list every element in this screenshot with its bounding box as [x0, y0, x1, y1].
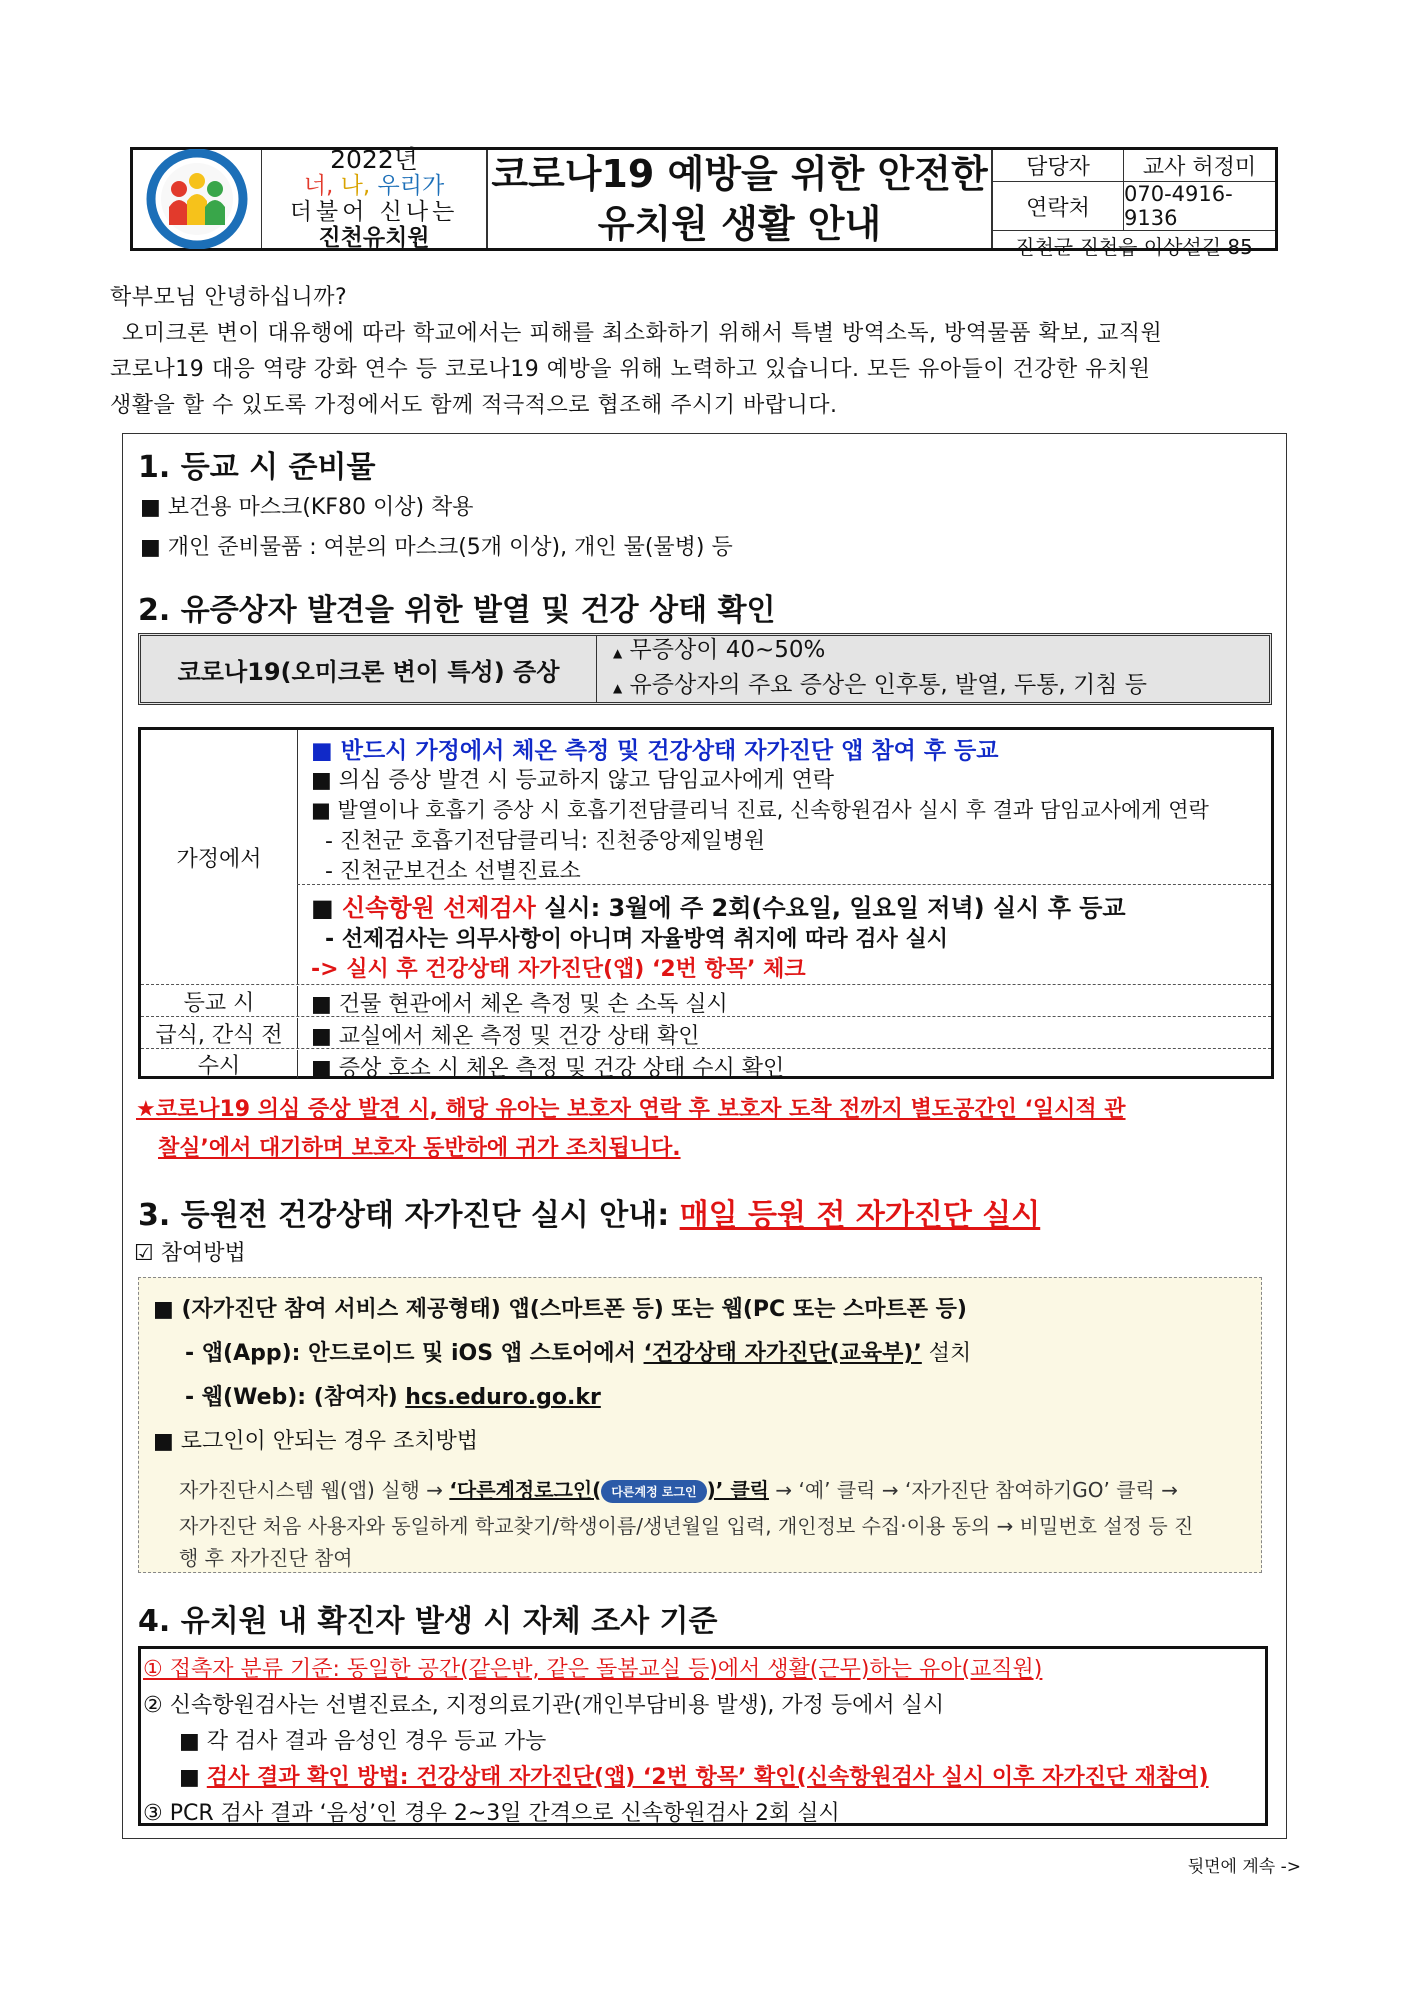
home-label: 가정에서 [141, 730, 298, 984]
guide-line-4-text: 로그인이 안되는 경우 조치방법 [180, 1429, 479, 1454]
row-text-anytime-value: 증상 호소 시 체온 측정 및 건강 상태 수시 확인 [338, 1056, 785, 1081]
home-item-c-text: 발열이나 호흡기 증상 시 호흡기전담클리닉 진료, 신속항원검사 실시 후 결과 담임교사에게 연락 [337, 798, 1209, 822]
guide-line-1: ■ (자가진단 참여 서비스 제공형태) 앱(스마트폰 등) 또는 웹(PC 또는 스마트폰 등) [153, 1297, 967, 1322]
guide-line-2a: - 앱(App): 안드로이드 및 iOS 앱 스토어에서 [185, 1341, 644, 1366]
section1-item-1: ■ 보건용 마스크(KF80 이상) 착용 [140, 495, 474, 520]
section4-heading: 4. 유치원 내 확진자 발생 시 자체 조사 기준 [138, 1604, 718, 1639]
contact-table [993, 150, 1275, 259]
criteria-2: ② 신속항원검사는 선별진료소, 지정의료기관(개인부담비용 발생), 가정 등에서 실시 [143, 1693, 945, 1718]
symptom-item-1-text: 무증상이 40∼50% [629, 637, 826, 663]
checkbox-icon: ☑ [134, 1241, 154, 1266]
home-item-e: - 진천군보건소 선별진료소 [325, 859, 581, 884]
school-logo [133, 150, 262, 248]
home-item-f-rest: 실시: 3월에 주 2회(수요일, 일요일 저녁) 실시 후 등교 [535, 894, 1126, 922]
home-item-d: - 진천군 호흡기전담클리닉: 진천중앙제일병원 [325, 829, 766, 854]
symptom-label: 코로나19(오미크론 변이 특성) 증상 [141, 636, 597, 702]
guide-line-6: 자가진단 처음 사용자와 동일하게 학교찾기/학생이름/생년월일 입력, 개인정보 수집·이용 동의 → 비밀번호 설정 등 진 [179, 1514, 1194, 1538]
row-label-anytime: 수시 [141, 1050, 298, 1078]
phone-label: 연락처 [993, 182, 1124, 230]
health-check-table [138, 727, 1274, 1079]
section3-heading [138, 1190, 1040, 1234]
notice-line2 [158, 1131, 681, 1162]
year-label: 2022년 [330, 145, 418, 174]
continued-note: 뒷면에 계속 -> [1187, 1857, 1301, 1877]
method-label-text: 참여방법 [160, 1241, 246, 1266]
contact-row-phone [993, 182, 1275, 231]
home-item-f-red: 신속항원 선제검사 [342, 894, 536, 922]
home-item-a-text: 반드시 가정에서 체온 측정 및 건강상태 자가진단 앱 참여 후 등교 [340, 738, 999, 764]
row-label-arrival: 등교 시 [141, 986, 298, 1016]
row-divider-1 [141, 984, 1271, 985]
section1-item-2: ■ 개인 준비물품 : 여분의 마스크(5개 이상), 개인 물(물병) 등 [140, 535, 733, 560]
slogan-line1 [304, 173, 444, 199]
guide-line-5b: ‘다른계정로그인( [449, 1478, 602, 1502]
guide-line-3a: - 웹(Web): (참여자) [185, 1385, 406, 1410]
guide-line-5d: → ‘예’ 클릭 → ‘자가진단 참여하기GO’ 클릭 → [768, 1478, 1178, 1502]
slogan-line2: 더불어 신나는 [289, 199, 459, 225]
notice-line2-text: 찰실’에서 대기하며 보호자 동반하에 귀가 조치됩니다. [158, 1136, 681, 1161]
home-item-b: ■ 의심 증상 발견 시 등교하지 않고 담임교사에게 연락 [311, 768, 835, 793]
home-item-a: ■ 반드시 가정에서 체온 측정 및 건강상태 자가진단 앱 참여 후 등교 [311, 738, 999, 764]
school-name: 진천유치원 [318, 225, 430, 251]
home-item-h: -> 실시 후 건강상태 자가진단(앱) ‘2번 항목’ 체크 [311, 957, 806, 982]
intro-greeting: 학부모님 안녕하십니까? [110, 285, 348, 310]
symptom-item-1: ▲ 무증상이 40∼50% [613, 637, 826, 663]
school-slogan-cell [262, 145, 488, 251]
home-item-f: ■ 신속항원 선제검사 실시: 3월에 주 2회(수요일, 일요일 저녁) 실시 후 등교 [311, 894, 1126, 922]
row-divider-3 [141, 1048, 1271, 1049]
section3-heading-text: 3. 등원전 건강상태 자가진단 실시 안내: [138, 1198, 670, 1233]
guide-line-5 [179, 1474, 1178, 1503]
notice-line1-text: ★코로나19 의심 증상 발견 시, 해당 유아는 보호자 연락 후 보호자 도착 전까지 별도공간인 ‘일시적 관 [136, 1097, 1126, 1122]
intro-paragraph-1: 오미크론 변이 대유행에 따라 학교에서는 피해를 최소화하기 위해서 특별 방역소독, 방역물품 확보, 교직원 [122, 321, 1163, 346]
section1-item-1-text: 보건용 마스크(KF80 이상) 착용 [167, 495, 474, 520]
guide-line-1-text: (자가진단 참여 서비스 제공형태) 앱(스마트폰 등) 또는 웹(PC 또는 스마트폰 등) [181, 1297, 967, 1322]
manager-value: 교사 허정미 [1142, 155, 1257, 180]
self-check-url-link[interactable]: hcs.eduro.go.kr [405, 1385, 601, 1410]
notice-line1 [136, 1092, 1126, 1123]
section1-item-2-text: 개인 준비물품 : 여분의 마스크(5개 이상), 개인 물(물병) 등 [167, 535, 733, 560]
header-table [130, 145, 1278, 259]
row-label-meal: 급식, 간식 전 [141, 1018, 298, 1048]
criteria-4: ■ 검사 결과 확인 방법: 건강상태 자가진단(앱) ‘2번 항목’ 확인(신속항원검사 실시 이후 자가진단 재참여) [179, 1765, 1209, 1790]
kindergarten-logo-icon [141, 149, 253, 249]
method-label [134, 1236, 246, 1267]
document-title [488, 150, 993, 248]
criteria-3-text: 각 검사 결과 음성인 경우 등교 가능 [206, 1729, 547, 1754]
home-item-c: ■ 발열이나 호흡기 증상 시 호흡기전담클리닉 진료, 신속항원검사 실시 후 결과 담임교사에게 연락 [311, 798, 1209, 822]
intro-paragraph-3: 생활을 할 수 있도록 가정에서도 함께 적극적으로 협조해 주시기 바랍니다. [110, 393, 838, 418]
guide-line-4: ■ 로그인이 안되는 경우 조치방법 [153, 1429, 479, 1454]
contact-row-manager [993, 150, 1275, 182]
guide-line-2c: 설치 [921, 1341, 972, 1366]
section2-heading: 2. 유증상자 발견을 위한 발열 및 건강 상태 확인 [138, 593, 776, 628]
row-text-meal: ■ 교실에서 체온 측정 및 건강 상태 확인 [311, 1024, 700, 1049]
slogan-word-2: 나, [340, 173, 371, 199]
slogan-word-3: 우리가 [377, 173, 445, 199]
title-line1: 코로나19 예방을 위한 안전한 [491, 152, 988, 196]
guide-line-7: 행 후 자가진단 참여 [179, 1546, 353, 1570]
guide-line-5a: 자가진단시스템 웹(앱) 실행 → [179, 1478, 450, 1502]
symptom-item-2-text: 유증상자의 주요 증상은 인후통, 발열, 두통, 기침 등 [629, 672, 1148, 698]
home-item-b-text: 의심 증상 발견 시 등교하지 않고 담임교사에게 연락 [338, 768, 835, 793]
slogan-word-1: 너, [303, 173, 334, 199]
phone-value: 070-4916-9136 [1124, 182, 1233, 230]
guide-line-5c: )’ 클릭 [706, 1478, 769, 1502]
home-item-g: - 선제검사는 의무사항이 아니며 자율방역 취지에 따라 검사 실시 [325, 927, 948, 952]
guide-line-2 [185, 1336, 971, 1367]
symptom-list [597, 636, 1269, 702]
home-divider [297, 884, 1271, 885]
title-line2: 유치원 생활 안내 [597, 202, 882, 246]
section1-heading: 1. 등교 시 준비물 [138, 450, 376, 485]
row-text-anytime: ■ 증상 호소 시 체온 측정 및 건강 상태 수시 확인 [311, 1056, 785, 1081]
criteria-box [138, 1646, 1268, 1826]
row-divider-2 [141, 1016, 1271, 1017]
self-check-guide-box [138, 1277, 1262, 1573]
contact-row-address [993, 231, 1275, 260]
row-text-arrival-value: 건물 현관에서 체온 측정 및 손 소독 실시 [338, 992, 728, 1017]
criteria-5: ③ PCR 검사 결과 ‘음성’인 경우 2~3일 간격으로 신속항원검사 2회 실시 [143, 1801, 840, 1826]
symptom-box [138, 633, 1272, 705]
criteria-4-text: 검사 결과 확인 방법: 건강상태 자가진단(앱) ‘2번 항목’ 확인(신속항원검사 실시 이후 자가진단 재참여) [206, 1765, 1209, 1790]
other-account-login-button[interactable]: 다른계정 로그인 [601, 1480, 706, 1503]
symptom-item-2: ▲ 유증상자의 주요 증상은 인후통, 발열, 두통, 기침 등 [613, 672, 1148, 698]
manager-label: 담당자 [993, 150, 1124, 181]
section3-heading-red: 매일 등원 전 자가진단 실시 [679, 1198, 1041, 1233]
criteria-1: ① 접촉자 분류 기준: 동일한 공간(같은반, 같은 돌봄교실 등)에서 생활(근무)하는 유아(교직원) [143, 1657, 1043, 1682]
row-text-arrival: ■ 건물 현관에서 체온 측정 및 손 소독 실시 [311, 992, 728, 1017]
criteria-3: ■ 각 검사 결과 음성인 경우 등교 가능 [179, 1729, 547, 1754]
intro-paragraph-2: 코로나19 대응 역량 강화 연수 등 코로나19 예방을 위해 노력하고 있습니다. 모든 유아들이 건강한 유치원 [110, 357, 1151, 382]
address-value: 진천군 진천읍 이상설길 85 [1015, 235, 1253, 259]
app-name: ‘건강상태 자가진단(교육부)’ [643, 1341, 922, 1366]
guide-line-3 [185, 1380, 601, 1411]
row-text-meal-value: 교실에서 체온 측정 및 건강 상태 확인 [338, 1024, 700, 1049]
other-account-login-instruction [449, 1478, 769, 1502]
